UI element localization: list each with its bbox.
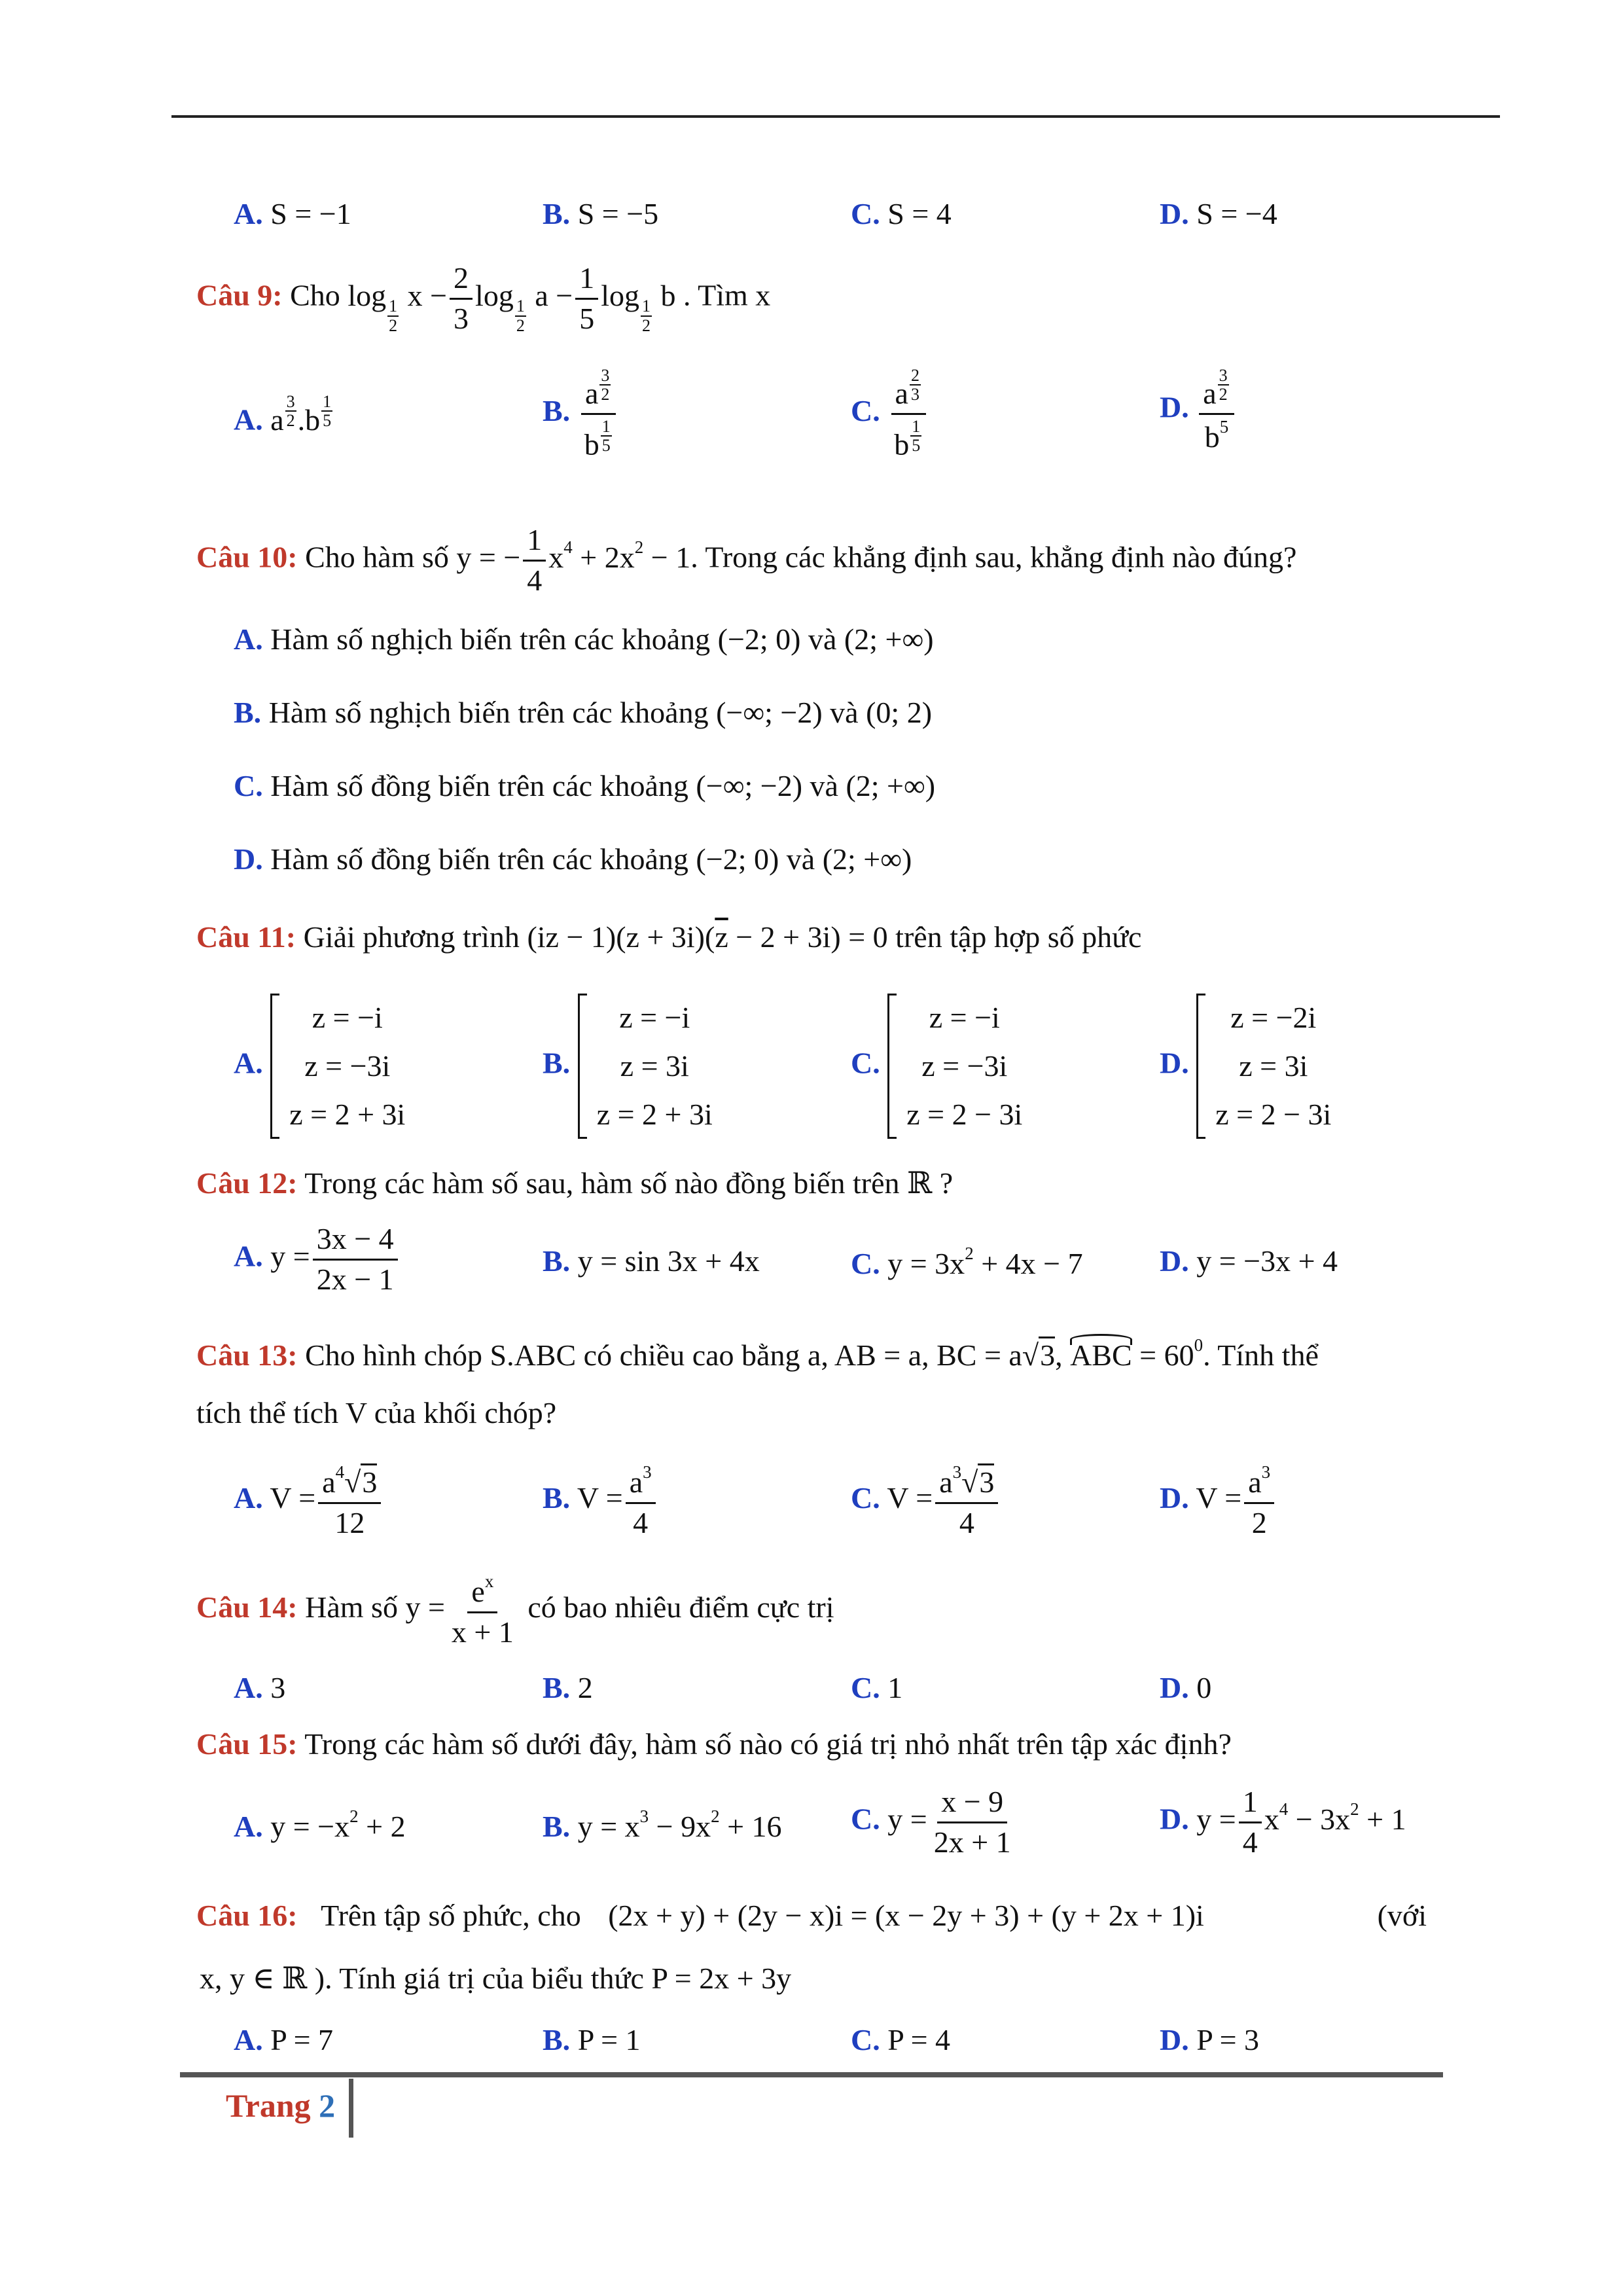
- q11-stem: Câu 11: Giải phương trình $(iz - 1)(z + 3i)(\overline{z} - 2 + 3i) = 0$ trên tập hợp số phức: [196, 920, 1142, 954]
- q11-option-a: A. z = −i z = −3i z = 2 + 3i: [234, 994, 405, 1139]
- q11-option-d: D. z = −2i z = 3i z = 2 − 3i: [1160, 994, 1331, 1139]
- footer-divider: [349, 2079, 353, 2138]
- q16-option-c: C. P = 4: [851, 2023, 951, 2056]
- q10-option-c: C. Hàm số đồng biến trên các khoảng (−∞; −2) và (2; +∞): [234, 769, 936, 802]
- q12-option-a: A. y = $\frac{3x - 4}{2x - 1}$: [234, 1223, 401, 1296]
- q9-stem: Câu 9: Cho log $\frac{1}{2}$ x − $\frac{2}{3}$ log $\frac{1}{2}$ a − $\frac{1}{5}$ log $\frac{1}{2}$ b . Tìm x: [196, 261, 771, 335]
- q14-option-a: A. 3: [234, 1671, 286, 1704]
- q10-stem: Câu 10: Cho hàm số y = − $\frac{1}{4}$ $x^4 + 2x^2 - 1$. Trong các khẳng định sau, khẳng định nào đúng?: [196, 523, 1297, 597]
- q9-option-d: D. a $^{\frac{3}{2}}$ $b^5$: [1160, 367, 1237, 454]
- q13-option-d: D. V = $\frac{a^3}{2}$: [1160, 1463, 1277, 1539]
- q15-option-a: A. $y = -x^2 + 2$: [234, 1806, 406, 1843]
- q13-option-c: C. V = $\frac{a^3√3}{4}$: [851, 1463, 1001, 1539]
- q8-option-d: D. S = −4: [1160, 197, 1277, 230]
- q10-option-a: A. Hàm số nghịch biến trên các khoảng (−2; 0) và (2; +∞): [234, 622, 934, 656]
- q16-stem-line2: x, y ∈ ℝ ). Tính giá trị của biểu thức P = 2x + 3y: [200, 1962, 792, 1995]
- q15-stem: Câu 15: Trong các hàm số dưới đây, hàm số nào có giá trị nhỏ nhất trên tập xác định?: [196, 1727, 1232, 1761]
- q15-option-c: C. y = $\frac{x - 9}{2x + 1}$: [851, 1785, 1011, 1859]
- q14-stem: Câu 14: Hàm số y = $\frac{e^x}{x + 1}$ có bao nhiêu điểm cực trị: [196, 1571, 834, 1649]
- q14-option-d: D. 0: [1160, 1671, 1212, 1704]
- q16-stem-line1: Câu 16: Trên tập số phức, cho (2x + y) + (2y − x)i = (x − 2y + 3) + (y + 2x + 1)i (với: [196, 1899, 1427, 1932]
- q14-option-c: C. 1: [851, 1671, 903, 1704]
- q12-option-b: B. y = sin 3x + 4x: [543, 1244, 760, 1278]
- q9-option-b: B. a $^{\frac{3}{2}}$ b $^{\frac{1}{5}}$: [543, 367, 620, 461]
- q15-option-b: B. $y = x^3 - 9x^2 + 16$: [543, 1806, 782, 1843]
- q10-option-d: D. Hàm số đồng biến trên các khoảng (−2; 0) và (2; +∞): [234, 842, 912, 876]
- q9-option-c: C. a $^{\frac{2}{3}}$ b $^{\frac{1}{5}}$: [851, 367, 929, 461]
- q12-stem: Câu 12: Trong các hàm số sau, hàm số nào đồng biến trên ℝ ?: [196, 1166, 954, 1200]
- q16-option-d: D. P = 3: [1160, 2023, 1260, 2056]
- q13-stem-line2: tích thể tích V của khối chóp?: [196, 1396, 557, 1429]
- q12-option-c: C. $y = 3x^2 + 4x - 7$: [851, 1244, 1083, 1280]
- q16-option-b: B. P = 1: [543, 2023, 641, 2056]
- q11-option-c: C. z = −i z = −3i z = 2 − 3i: [851, 994, 1022, 1139]
- q12-option-d: D. y = −3x + 4: [1160, 1244, 1338, 1278]
- q8-option-a: A. S = −1: [234, 197, 351, 230]
- footer-rule: [180, 2072, 1443, 2077]
- q9-option-a: A. a $^{\frac{3}{2}}$ .b $^{\frac{1}{5}}$: [234, 392, 332, 437]
- q8-option-c: C. S = 4: [851, 197, 952, 230]
- q13-option-b: B. V = $\frac{a^3}{4}$: [543, 1463, 658, 1539]
- q14-option-b: B. 2: [543, 1671, 593, 1704]
- q10-option-b: B. Hàm số nghịch biến trên các khoảng (−∞; −2) và (0; 2): [234, 696, 933, 729]
- q8-option-b: B. S = −5: [543, 197, 659, 230]
- q11-option-b: B. z = −i z = 3i z = 2 + 3i: [543, 994, 713, 1139]
- page-number: Trang 2: [226, 2087, 336, 2124]
- q13-stem-line1: Câu 13: Cho hình chóp S.ABC có chiều cao bằng a, AB = a, BC = a√3, ABC = $60^0$. Tính thể: [196, 1335, 1319, 1372]
- q16-option-a: A. P = 7: [234, 2023, 334, 2056]
- q13-option-a: A. V = $\frac{a^4√3}{12}$: [234, 1463, 383, 1539]
- header-rule: [171, 115, 1500, 118]
- q15-option-d: D. y = $\frac{1}{4}$ $x^4 - 3x^2 + 1$: [1160, 1785, 1406, 1859]
